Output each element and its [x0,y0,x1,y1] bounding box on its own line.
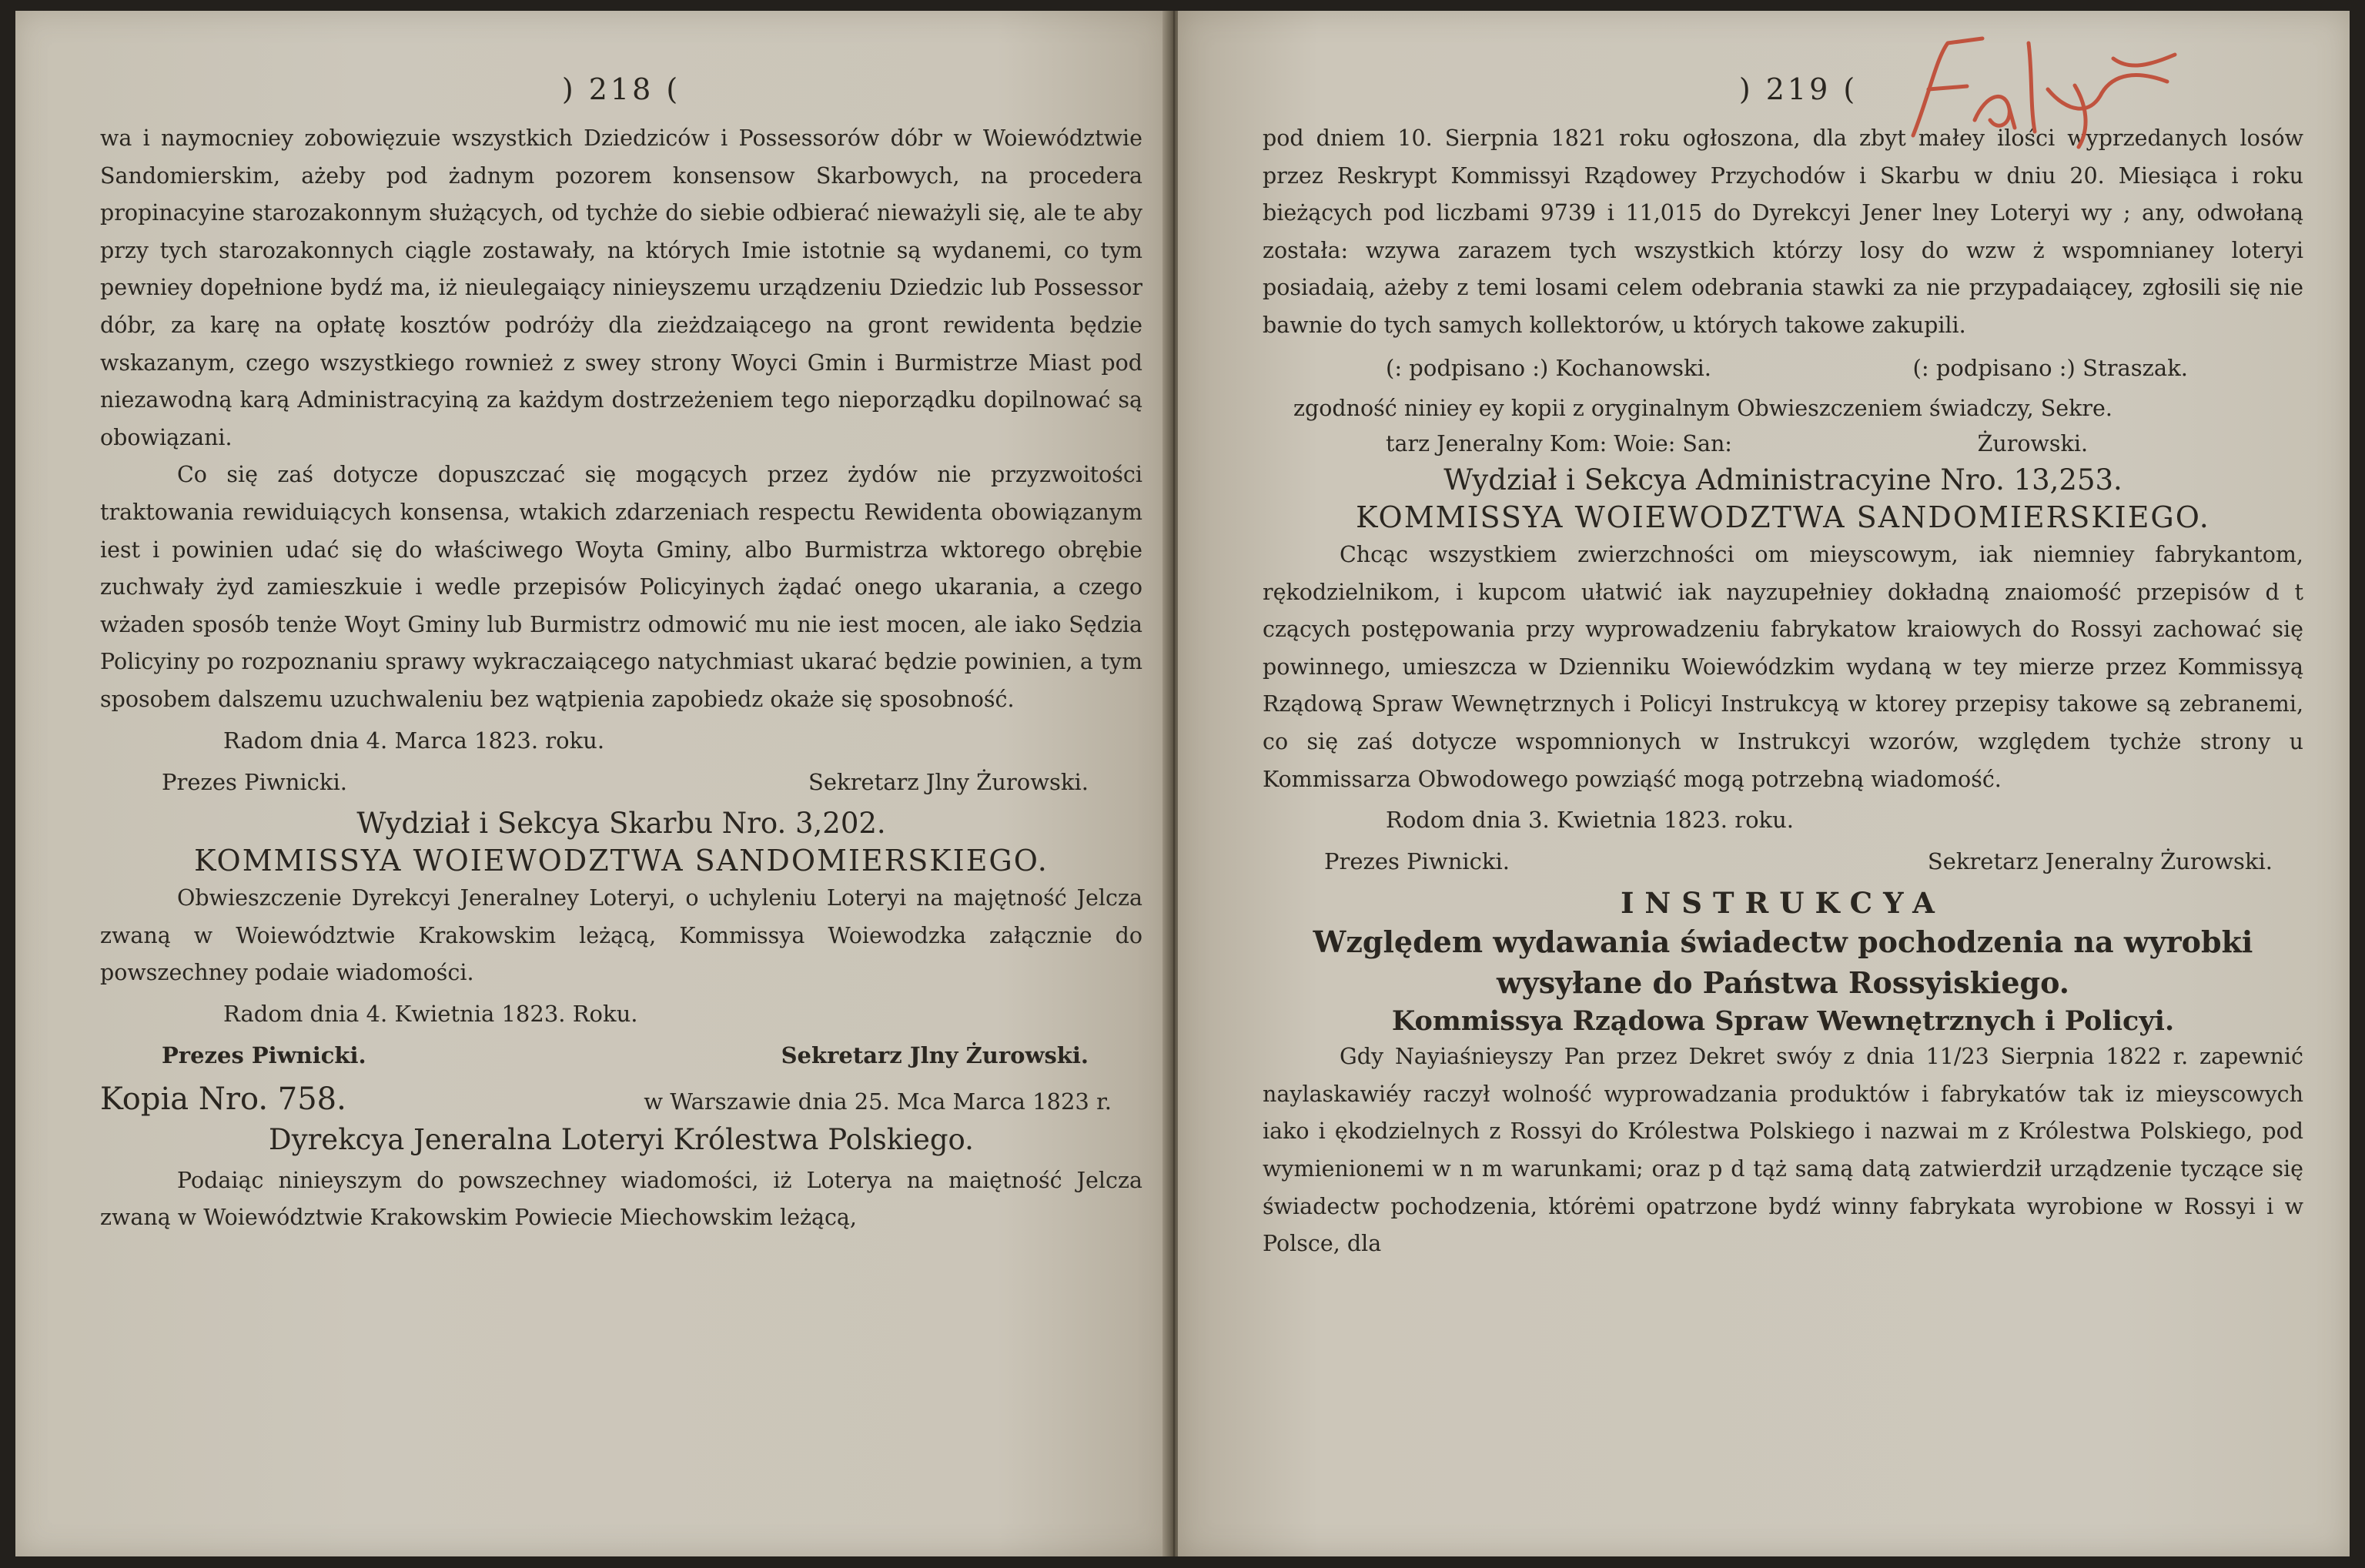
right-paragraph-2: Chcąc wszystkiem zwierzchności om mieyscowym, iak niemniey fabrykantom, rękodzielnikom, i kupcom ułatwić iak nayzupełniey dokładną znaiomość przepisów d t czących postępowania przy wyprowadzeniu fabrykatow kraiowych do Rossyi zachować się powinnego, umieszcza w Dzienniku Woiewódzkim wydaną w tey mierze przez Kommissyą Rządową Spraw Wewnętrznych i Policyi Instrukcyą w ktorey przepisy takowe są zebranemi, co się zaś dotycze wspomnionych w Instrukcyi wzorów, względem tychże strony u Kommissarza Obwodowego powziąść mogą potrzebną wiadomość. [1263,542,2303,792]
signed-straszak: (: podpisano :) Straszak. [1912,354,2188,381]
kommissya-rzadowa-heading: Kommissya Rządowa Spraw Wewnętrznych i Policyi. [1391,1005,2175,1037]
left-paragraph-1: wa i naymocniey zobowięzuie wszystkich Dziedziców i Possessorów dóbr w Woiewództwie Sandomierskim, ażeby pod żadnym pozorem konsensow Skarbowych, na procedera propinacyine starozakonnym służących, od tychże do siebie odbierać nieważyli się, ale te aby przy tych starozakonnych ciągle zostawały, na których Imie istotnie są wydanemi, co tym pewniey dopełnione bydź ma, iż nieulegaiący ninieyszemu urządzeniu Dziedzic lub Possessor dóbr, za karę na opłatę kosztów podróży dla zieżdzaiącego na gront rewidenta będzie wskazanym, czego wszystkiego rownież z swey strony Woyci Gmin i Burmistrze Miast pod niezawodną karą Administracyiną za każdym dostrzeżeniem tego nieporządku dopilnować są obowiązani. [100,125,1142,450]
page-number-right: ) 219 ( [1738,72,1858,106]
date-line-2: Radom dnia 4. Kwietnia 1823. Roku. [223,1000,638,1027]
right-page [1178,11,2350,1556]
signature-president: Prezes Piwnicki. [1324,848,1510,875]
dyrekcya-heading: Dyrekcya Jeneralna Loteryi Królestwa Polskiego. [269,1122,974,1156]
signature-secretary: Sekretarz Jlny Żurowski. [808,768,1089,795]
right-paragraph-3: Gdy Nayiaśnieyszy Pan przez Dekret swóy z dnia 11/23 Sierpnia 1822 r. zapewnić naylaskawiéy raczył wolność wyprowadzania produktów i fabrykatów tak iz mieyscowych iako i ękodzielnych z Rossyi do Królestwa Polskiego i nazwai m z Królestwa Polskiego, pod wymienionemi w n m warunkami; oraz p d tąż samą datą zatwierdził urządzenie tyczące się świadectw pochodzenia, którėmi opatrzone bydź winny fabrykata wyrobione w Rossyi i w Polsce, dla [1263,1044,2303,1257]
kommissya-heading-right: KOMMISSYA WOIEWODZTWA SANDOMIERSKIEGO. [1356,500,2210,534]
zgodnosc-line-1: zgodność niniey ey kopii z oryginalnym Obwieszczeniem świadczy, Sekre. [1293,395,2112,421]
right-paragraph-1: pod dniem 10. Sierpnia 1821 roku ogłoszona, dla zbyt małey ilości wyprzedanych losów przez Reskrypt Kommissyi Rządowey Przychodów i Skarbu w dniu 20. Miesiąca i roku bieżących pod liczbami 9739 i 11,015 do Dyrekcyi Jener lney Loteryi wy ; any, odwołaną została: wzywa zarazem tych wszystkich którzy losy do wzw ż wspomnianey loteryi posiadaią, ażeby z temi losami celem odebrania stawki za nie przypadaiącey, zgłosili się nie bawnie do tych samych kollektorów, u których takowe zakupili. [1263,125,2303,338]
signature-secretary: Sekretarz Jeneralny Żurowski. [1927,848,2273,875]
instrukcya-title: Względem wydawania świadectw pochodzenia na wyrobki wysyłane do Państwa Rossyiskiego. [1313,924,2253,1001]
signed-kochanowski: (: podpisano :) Kochanowski. [1386,354,1712,381]
section-heading-left: Wydział i Sekcya Skarbu Nro. 3,202. [356,806,886,840]
left-paragraph-3: Obwieszczenie Dyrekcyi Jeneralney Loteryi, o uchyleniu Loteryi na majętność Jelcza zwaną w Woiewództwie Krakowskim leżącą, Kommissya Woiewodzka załącznie do powszechney podaie wiadomości. [100,884,1142,986]
handwritten-signature-drawing [1882,28,2183,151]
book-spread [15,11,2350,1556]
left-paragraph-4: Podaiąc ninieyszym do powszechney wiadomości, iż Loterya na maiętność Jelcza zwaną w Woiewództwie Krakowskim Powiecie Miechowskim leżącą, [100,1167,1142,1231]
signature-row-2 [100,1037,1142,1074]
date-line-right: Rodom dnia 3. Kwietnia 1823. roku. [1386,807,1795,834]
kopia-row [100,1082,1142,1117]
kommissya-heading-left: KOMMISSYA WOIEWODZTWA SANDOMIERSKIEGO. [194,843,1049,878]
left-page [15,11,1170,1556]
zgodnosc-line-2 [1263,426,2303,462]
signature-president: Prezes Piwnicki. [162,768,347,795]
page-number-left: ) 218 ( [561,72,681,106]
section-heading-right: Wydział i Sekcya Administracyine Nro. 13,253. [1443,463,2122,496]
signed-row [1263,349,2303,386]
zgodnosc-secretary-title: tarz Jeneralny Kom: Woie: San: [1386,430,1732,456]
signature-secretary: Sekretarz Jlny Żurowski. [781,1041,1089,1068]
kopia-date: w Warszawie dnia 25. Mca Marca 1823 r. [644,1088,1112,1115]
date-line-1: Radom dnia 4. Marca 1823. roku. [223,727,605,754]
instrukcya-heading: INSTRUKCYA [1621,886,1945,921]
handwritten-annotation [1882,28,2183,151]
signature-row-1 [100,764,1142,801]
signature-row-right [1263,843,2303,880]
kopia-number: Kopia Nro. 758. [100,1081,346,1117]
signature-president: Prezes Piwnicki. [162,1041,366,1068]
left-paragraph-2: Co się zaś dotycze dopuszczać się mogących przez żydów nie przyzwoitości traktowania rewiduiących konsensa, wtakich zdarzeniach respectu Rewidenta obowiązanym iest i powinien udać się do właściwego Woyta Gminy, albo Burmistrza wktorego obrębie zuchwały żyd zamieszkuie i wedle przepisów Policyinych żądać onego ukarania, a czego wżaden sposób tenże Woyt Gminy lub Burmistrz odmowić mu nie iest mocen, ale iako Sędzia Policyiny po rozpoznaniu sprawy wykraczaiącego natychmiast ukarać będzie powinien, a tym sposobem dalszemu uzuchwaleniu bez wątpienia zapobiedz okaże się sposobność. [100,462,1142,712]
zgodnosc-secretary-name: Żurowski. [1977,430,2088,456]
